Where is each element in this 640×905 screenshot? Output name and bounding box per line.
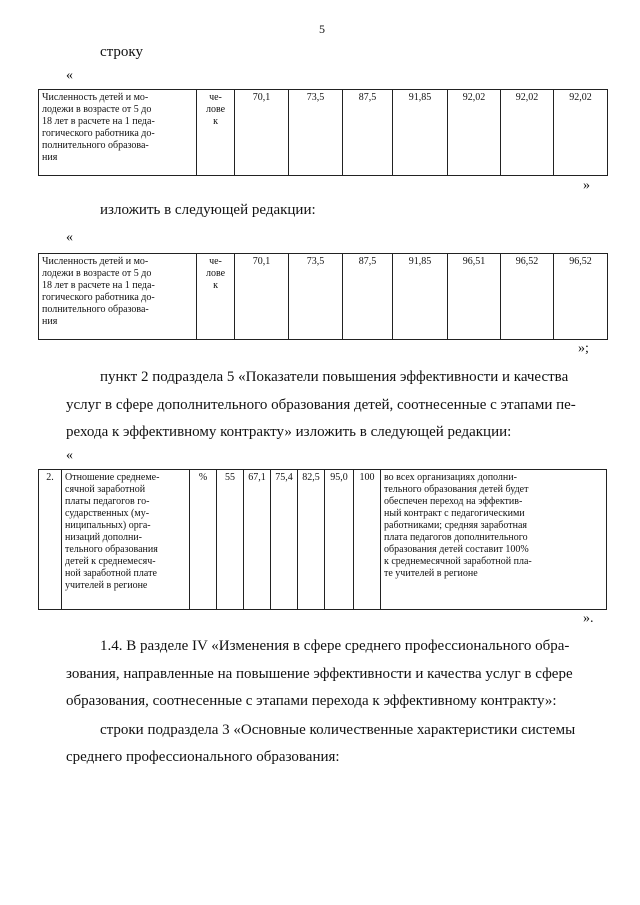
close-quote-2: »; xyxy=(578,341,589,356)
table-cell-unit: че- лове к xyxy=(197,90,235,176)
table-cell-unit: че- лове к xyxy=(197,254,235,340)
open-quote-1: « xyxy=(66,68,73,83)
table-new-row xyxy=(38,253,608,340)
table-cell-value: 82,5 xyxy=(298,470,325,610)
table-cell-number: 2. xyxy=(39,470,62,610)
table-cell-value: 92,02 xyxy=(448,90,501,176)
table-cell-value: 91,85 xyxy=(393,90,448,176)
table-cell-value: 70,1 xyxy=(235,254,289,340)
table-cell-value: 73,5 xyxy=(289,90,343,176)
paragraph-line: рехода к эффективному контракту» изложить в следующей редакции: xyxy=(66,424,512,440)
table-cell-value: 96,52 xyxy=(501,254,554,340)
table-cell-value: 92,02 xyxy=(554,90,608,176)
table-indicator xyxy=(38,469,607,610)
table-cell-value: 96,51 xyxy=(448,254,501,340)
table-cell-value: 87,5 xyxy=(343,254,393,340)
section-line: строки подраздела 3 «Основные количественные характеристики системы xyxy=(100,722,576,738)
table-cell-value: 92,02 xyxy=(501,90,554,176)
page-number: 5 xyxy=(319,22,325,36)
table-cell-label: Отношение среднеме- сячной заработной платы педагогов го- сударственных (му- ниципальных) орга- низаций дополни- тельного образования детей к среднемесяч- ной заработной плате учителей в регионе xyxy=(62,470,190,610)
section-line: 1.4. В разделе IV «Изменения в сфере среднего профессионального обра- xyxy=(100,638,570,654)
section-line: зования, направленные на повышение эффективности и качества услуг в сфере xyxy=(66,666,573,682)
table-cell-label: Численность детей и мо- лодежи в возрасте от 5 до 18 лет в расчете на 1 педа- гогического работника до- полнительного образова- ния xyxy=(39,254,197,340)
table-cell-value: 70,1 xyxy=(235,90,289,176)
close-quote-3: ». xyxy=(583,611,594,626)
table-cell-value: 55 xyxy=(217,470,244,610)
table-cell-value: 67,1 xyxy=(244,470,271,610)
table-cell-value: 100 xyxy=(354,470,381,610)
replace-instruction: изложить в следующей редакции: xyxy=(100,202,316,218)
table-cell-value: 91,85 xyxy=(393,254,448,340)
table-cell-value: 73,5 xyxy=(289,254,343,340)
section-line: среднего профессионального образования: xyxy=(66,749,340,765)
paragraph-line: услуг в сфере дополнительного образования детей, соотнесенные с этапами пе- xyxy=(66,397,576,413)
table-cell-unit: % xyxy=(190,470,217,610)
table-cell-value: 87,5 xyxy=(343,90,393,176)
open-quote-3: « xyxy=(66,448,73,463)
open-quote-2: « xyxy=(66,230,73,245)
table-cell-note: во всех организациях дополни- тельного образования детей будет обеспечен переход на эффектив- ный контракт с педагогическими работниками; средняя заработная плата педагогов дополнительного образования детей составит 100% к среднемесячной заработной пла- те учителей в регионе xyxy=(381,470,607,610)
section-line: образования, соотнесенные с этапами перехода к эффективному контракту»: xyxy=(66,693,557,709)
table-cell-value: 75,4 xyxy=(271,470,298,610)
close-quote-1: » xyxy=(583,178,590,193)
intro-word: строку xyxy=(100,44,143,60)
table-cell-value: 95,0 xyxy=(325,470,354,610)
paragraph-line: пункт 2 подраздела 5 «Показатели повышения эффективности и качества xyxy=(100,369,569,385)
table-cell-value: 96,52 xyxy=(554,254,608,340)
table-cell-label: Численность детей и мо- лодежи в возрасте от 5 до 18 лет в расчете на 1 педа- гогического работника до- полнительного образова- ния xyxy=(39,90,197,176)
table-old-row xyxy=(38,89,608,176)
